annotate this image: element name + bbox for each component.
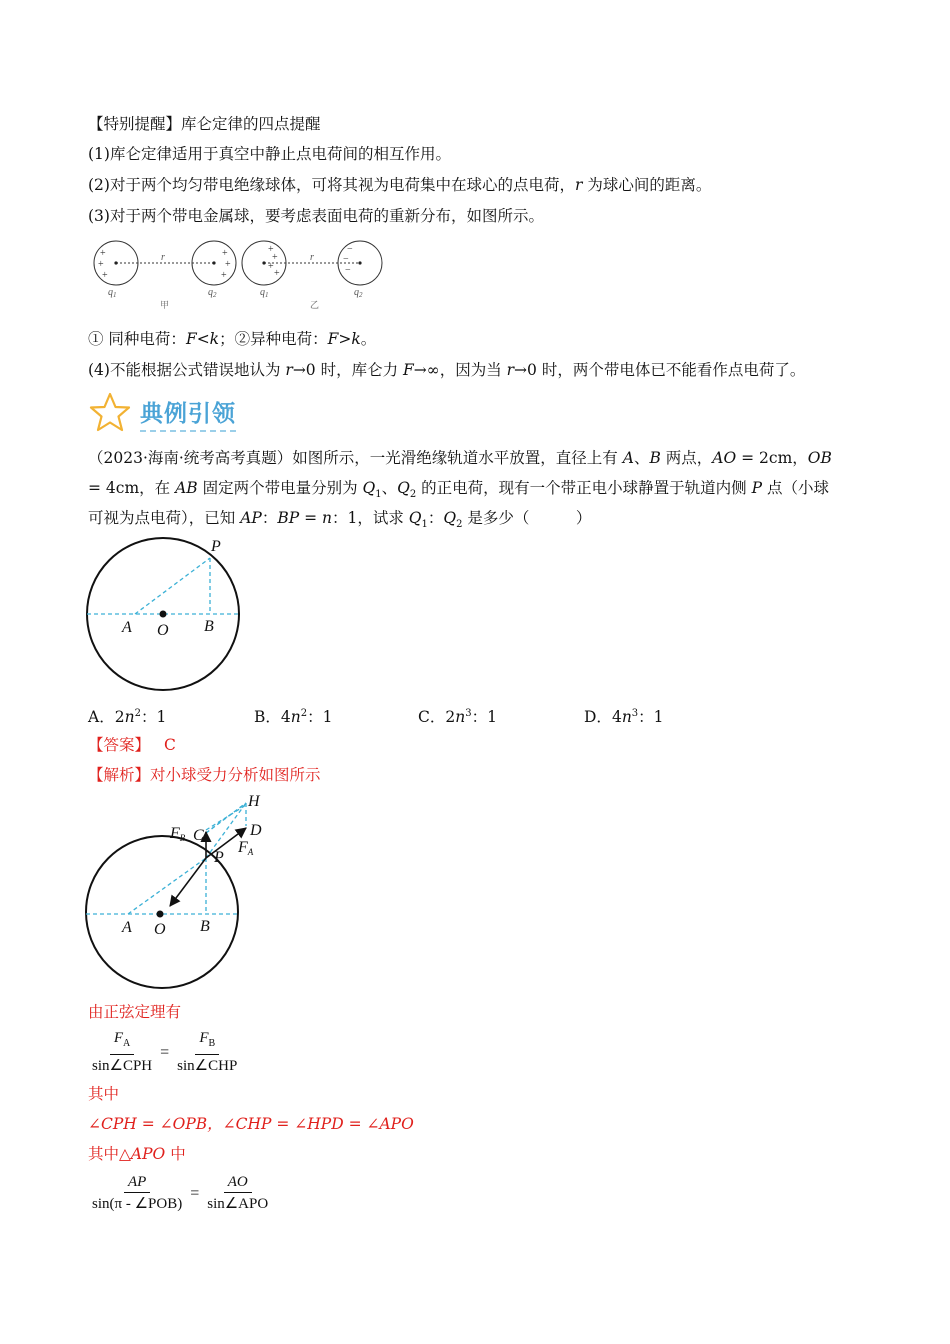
q2-label-jia: $q_2$: [208, 287, 217, 299]
label-D: D: [250, 822, 262, 839]
r-label-jia: r: [161, 252, 165, 263]
svg-text:+: +: [102, 270, 108, 281]
fraction-2: $\frac{F_B}{\text{sin∠CHP}}$: [177, 1030, 238, 1074]
choice-D[interactable]: D．$4n^3$：1: [584, 708, 664, 727]
answer-line: 【答案】 C: [88, 736, 176, 754]
equation-sine-law: $\frac{F_A}{\text{sin∠CPH}}$ = $\frac{F_B}{\text{sin∠CHP}}$: [88, 1028, 241, 1077]
tip-point-1: (1)库仑定律适用于真空中静止点电荷间的相互作用。: [88, 145, 451, 163]
force-figure: [80, 788, 280, 992]
label-O: O: [154, 921, 166, 938]
among-text-2: 其中△APO 中: [88, 1145, 186, 1163]
angle-relations: ∠CPH = ∠OPB，∠CHP = ∠HPD = ∠APO: [88, 1115, 414, 1133]
svg-text:+: +: [268, 261, 274, 272]
choice-A[interactable]: A．$2n^2$：1: [88, 708, 167, 727]
fraction-3: $\frac{AP}{\text{sin(π - ∠POB)}}$: [92, 1174, 183, 1212]
tip-point-2: (2)对于两个均匀带电绝缘球体，可将其视为电荷集中在球心的点电荷，r 为球心间的距离。: [88, 176, 712, 194]
svg-text:−: −: [347, 244, 353, 255]
svg-text:+: +: [225, 259, 231, 270]
svg-text:+: +: [98, 259, 104, 270]
example-heading: [88, 392, 236, 434]
r-label-yi: r: [310, 252, 314, 263]
label-B: B: [204, 618, 214, 635]
analysis-line: 【解析】对小球受力分析如图所示: [88, 766, 321, 784]
label-B: B: [200, 918, 210, 935]
answer-value: C: [164, 736, 176, 754]
fraction-4: $\frac{AO}{\text{sin∠APO}}$: [207, 1174, 269, 1212]
q1-label-yi: $q_1$: [260, 287, 269, 299]
svg-text:+: +: [100, 248, 106, 259]
label-P: P: [214, 849, 224, 866]
star-icon: [88, 392, 132, 434]
svg-text:+: +: [274, 268, 280, 279]
label-A: A: [122, 619, 132, 636]
svg-text:+: +: [221, 270, 227, 281]
q2-label-yi: $q_2$: [354, 287, 363, 299]
among-text-1: 其中: [88, 1085, 120, 1103]
label-C: C: [193, 827, 204, 844]
question-line-1: （2023·海南·统考高考真题）如图所示，一光滑绝缘轨道水平放置，直径上有 A、B 两点，AO = 2cm，OB: [88, 449, 832, 467]
label-P: P: [211, 538, 221, 555]
question-line-2: = 4cm，在 AB 固定两个带电量分别为 $Q_1$、$Q_2$ 的正电荷，现有一个带正电小球静置于轨道内侧 P 点（小球: [88, 479, 829, 501]
label-yi: 乙: [310, 300, 320, 310]
fraction-1: $\frac{F_A}{\text{sin∠CPH}}$: [92, 1030, 153, 1074]
track-figure: [80, 532, 250, 697]
svg-text:+: +: [272, 252, 278, 263]
label-H: H: [248, 793, 260, 810]
question-line-3: 可视为点电荷），已知 AP：BP = n：1，试求 $Q_1$：$Q_2$ 是多少（ ）: [88, 509, 592, 531]
svg-text:+: +: [222, 248, 228, 259]
label-jia: 甲: [160, 300, 170, 310]
sine-law-text: 由正弦定理有: [88, 1003, 182, 1021]
q1-label-jia: $q_1$: [108, 287, 117, 299]
svg-text:−: −: [345, 265, 351, 276]
tip-same-charge: ① 同种电荷：F<k；②异种电荷：F>k。: [88, 330, 377, 348]
svg-text:+: +: [268, 244, 274, 255]
tip-title: 【特别提醒】库仑定律的四点提醒: [88, 115, 321, 133]
equation-triangle: $\frac{AP}{\text{sin(π - ∠POB)}}$ = $\frac{AO}{\text{sin∠APO}}$: [88, 1172, 272, 1215]
label-O: O: [157, 622, 169, 639]
label-FA: FA: [238, 839, 254, 857]
choice-C[interactable]: C．$2n^3$：1: [418, 708, 497, 727]
svg-text:−: −: [343, 254, 349, 265]
label-A: A: [122, 919, 132, 936]
tip-point-3: (3)对于两个带电金属球，要考虑表面电荷的重新分布，如图所示。: [88, 207, 544, 225]
choice-B[interactable]: B．$4n^2$：1: [254, 708, 333, 727]
heading-title: 典例引领: [140, 395, 236, 432]
tip-point-4: (4)不能根据公式错误地认为 r→0 时，库仑力 F→∞，因为当 r→0 时，两个带电体已不能看作点电荷了。: [88, 361, 806, 379]
metal-spheres-figure: [88, 236, 388, 312]
label-FB: FB: [170, 825, 186, 843]
